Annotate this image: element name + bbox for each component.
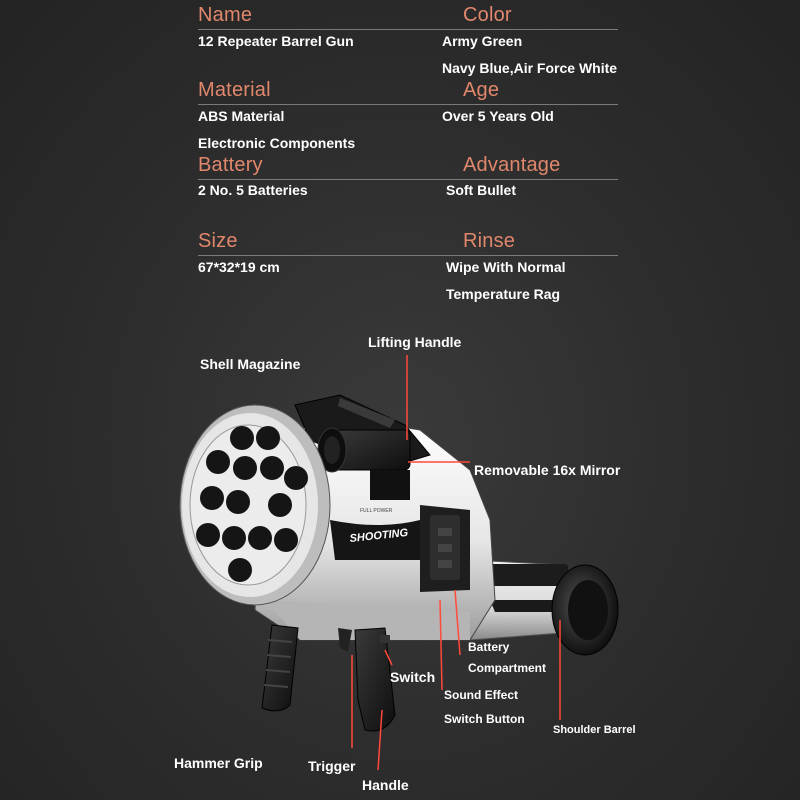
spec-size-heading: Size	[198, 230, 238, 252]
callout-battery-compartment-line1: Battery	[468, 640, 510, 654]
callout-shoulder-barrel: Shoulder Barrel	[553, 724, 636, 736]
callout-trigger: Trigger	[308, 758, 356, 774]
spec-color-value-2: Navy Blue,Air Force White	[442, 60, 618, 76]
shell-magazine-shape	[180, 405, 330, 605]
spec-age-value: Over 5 Years Old	[442, 108, 554, 124]
spec-name-heading: Name	[198, 4, 253, 26]
spec-advantage-value: Soft Bullet	[446, 182, 516, 198]
spec-material-heading: Material	[198, 79, 271, 101]
spec-color-value-1: Army Green	[442, 33, 523, 49]
shooting-badge: SHOOTING	[349, 526, 409, 545]
spec-material-value-1: ABS Material	[198, 108, 285, 124]
hammer-grip-shape	[262, 625, 298, 711]
callout-lifting-handle: Lifting Handle	[368, 334, 462, 350]
callout-shell-magazine: Shell Magazine	[200, 356, 301, 372]
spec-material-value-2: Electronic Components	[198, 135, 356, 151]
spec-name-value: 12 Repeater Barrel Gun	[198, 33, 354, 49]
trigger-shape	[338, 628, 352, 652]
spec-advantage-heading: Advantage	[463, 154, 561, 176]
spec-size-value: 67*32*19 cm	[198, 259, 280, 275]
callout-handle: Handle	[362, 777, 409, 793]
callout-battery-compartment-line2: Compartment	[468, 661, 547, 675]
callout-hammer-grip: Hammer Grip	[174, 755, 263, 771]
handle-shape	[338, 628, 395, 731]
callout-removable-mirror: Removable 16x Mirror	[474, 462, 621, 478]
spec-color-heading: Color	[463, 4, 512, 26]
spec-rinse-heading: Rinse	[463, 230, 516, 252]
spec-rinse-value-1: Wipe With Normal	[446, 259, 566, 275]
callout-switch: Switch	[390, 669, 436, 685]
full-power-label: FULL POWER	[360, 508, 393, 514]
spec-battery-heading: Battery	[198, 154, 263, 176]
callout-sound-effect-line1: Sound Effect	[444, 688, 518, 702]
spec-battery-value: 2 No. 5 Batteries	[198, 182, 308, 198]
spec-age-heading: Age	[463, 79, 500, 101]
callout-sound-effect-line2: Switch Button	[444, 712, 525, 726]
spec-rinse-value-2: Temperature Rag	[446, 286, 561, 302]
